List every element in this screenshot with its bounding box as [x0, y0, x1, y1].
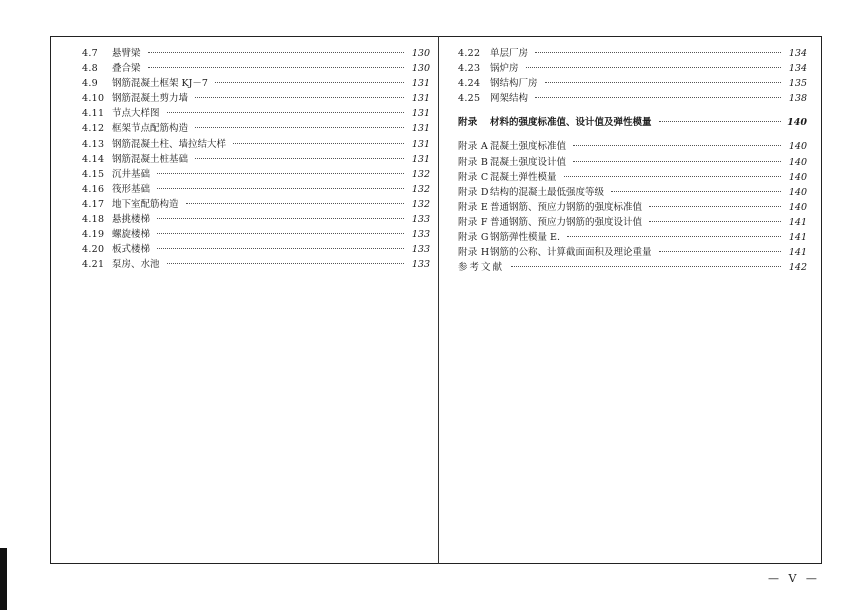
- entry-number: 附录: [458, 117, 478, 129]
- entry-title: 锅炉房: [490, 63, 519, 75]
- entry-page: 130: [411, 63, 430, 75]
- entry-title: 钢筋混凝土框架 KJ－7: [112, 78, 208, 90]
- entry-page: 133: [411, 244, 430, 256]
- dot-leader: [649, 221, 781, 222]
- toc-entry[interactable]: [82, 227, 430, 242]
- dot-leader: [186, 203, 404, 204]
- entry-title: 单层厂房: [490, 48, 529, 59]
- entry-page: 131: [411, 78, 430, 90]
- entry-page: 140: [788, 141, 807, 153]
- dot-leader: [545, 82, 781, 83]
- dot-leader: [157, 233, 404, 234]
- entry-page: 138: [788, 93, 807, 105]
- entry-page: 134: [788, 63, 807, 75]
- entry-number: 4.11: [82, 108, 105, 120]
- entry-page: 134: [788, 48, 807, 59]
- toc-appendix-entry[interactable]: [458, 245, 807, 260]
- toc-appendix-entry[interactable]: [458, 185, 807, 200]
- entry-number: 附录 C: [458, 171, 489, 183]
- entry-page: 133: [411, 229, 430, 241]
- entry-page: 141: [788, 216, 807, 228]
- entry-title: 悬臂梁: [112, 48, 141, 59]
- toc-appendix-heading[interactable]: [458, 115, 807, 130]
- dot-leader: [649, 206, 781, 207]
- toc-entry[interactable]: [458, 61, 807, 76]
- entry-title: 参考文献: [458, 262, 505, 274]
- dot-leader: [157, 248, 404, 249]
- entry-number: 4.17: [82, 198, 105, 210]
- entry-title: 框架节点配筋构造: [112, 123, 189, 135]
- dot-leader: [157, 173, 404, 174]
- entry-title: 混凝土强度标准值: [490, 141, 567, 153]
- dot-leader: [148, 67, 404, 68]
- dot-leader: [573, 161, 781, 162]
- dot-leader: [167, 263, 404, 264]
- entry-number: 附录 B: [458, 156, 489, 168]
- dot-leader: [167, 112, 404, 113]
- entry-number: 4.8: [82, 63, 99, 75]
- dot-leader: [195, 97, 404, 98]
- entry-title: 钢筋的公称、计算截面面积及理论重量: [490, 247, 652, 259]
- toc-entry[interactable]: [458, 91, 807, 106]
- entry-number: 附录 G: [458, 232, 489, 244]
- dot-leader: [157, 218, 404, 219]
- scan-edge-mark: [0, 548, 7, 610]
- dot-leader: [567, 236, 781, 237]
- entry-page: 141: [788, 247, 807, 259]
- entry-page: 132: [411, 168, 430, 180]
- entry-number: 4.24: [458, 78, 481, 90]
- entry-page: 130: [411, 48, 430, 59]
- dot-leader: [148, 52, 404, 53]
- entry-title: 筏形基础: [112, 183, 151, 195]
- entry-title: 普通钢筋、预应力钢筋的强度标准值: [490, 201, 643, 213]
- entry-title: 材料的强度标准值、设计值及弹性模量: [490, 117, 652, 129]
- dot-leader: [573, 145, 781, 146]
- toc-entry[interactable]: [82, 46, 430, 61]
- entry-page: 140: [787, 117, 807, 129]
- entry-number: 4.23: [458, 63, 481, 75]
- entry-title: 螺旋楼梯: [112, 229, 151, 241]
- entry-title: 结构的混凝土最低强度等级: [490, 186, 605, 198]
- toc-entry[interactable]: [82, 76, 430, 91]
- toc-entry[interactable]: [458, 76, 807, 91]
- entry-number: 4.7: [82, 48, 99, 59]
- page-number-marker: — Ⅴ —: [768, 572, 820, 585]
- dot-leader: [233, 143, 404, 144]
- dot-leader: [564, 176, 781, 177]
- toc-entry[interactable]: [82, 121, 430, 136]
- entry-page: 133: [411, 259, 430, 271]
- entry-title: 钢筋弹性模量 E.: [490, 232, 560, 244]
- column-divider: [438, 36, 439, 564]
- toc-entry[interactable]: [82, 152, 430, 167]
- entry-number: 4.15: [82, 168, 105, 180]
- dot-leader: [659, 251, 781, 252]
- toc-entry[interactable]: [82, 257, 430, 272]
- entry-page: 132: [411, 198, 430, 210]
- entry-page: 131: [411, 138, 430, 150]
- toc-appendix-entry[interactable]: [458, 170, 807, 185]
- dot-leader: [659, 121, 781, 122]
- entry-title: 普通钢筋、预应力钢筋的强度设计值: [490, 216, 643, 228]
- entry-number: 4.14: [82, 153, 105, 165]
- entry-title: 叠合梁: [112, 63, 141, 75]
- entry-number: 4.22: [458, 48, 481, 59]
- entry-number: 4.16: [82, 183, 105, 195]
- entry-number: 附录 D: [458, 186, 489, 198]
- entry-number: 4.18: [82, 214, 105, 226]
- entry-number: 附录 H: [458, 247, 490, 259]
- entry-page: 142: [788, 262, 807, 274]
- entry-number: 附录 A: [458, 141, 489, 153]
- toc-entry[interactable]: [458, 46, 807, 61]
- dot-leader: [511, 266, 781, 267]
- toc-appendix-entry[interactable]: [458, 139, 807, 154]
- entry-title: 地下室配筋构造: [112, 198, 179, 210]
- toc-entry[interactable]: [82, 61, 430, 76]
- entry-title: 钢结构厂房: [490, 78, 538, 90]
- dot-leader: [195, 127, 404, 128]
- toc-entry[interactable]: [82, 167, 430, 182]
- entry-title: 网架结构: [490, 93, 529, 105]
- dot-leader: [535, 97, 781, 98]
- toc-entry[interactable]: [82, 197, 430, 212]
- toc-appendix-entry[interactable]: [458, 215, 807, 230]
- entry-number: 4.19: [82, 229, 105, 241]
- entry-title: 泵房、水池: [112, 259, 160, 271]
- entry-title: 悬挑楼梯: [112, 214, 151, 226]
- toc-left-column: [82, 46, 430, 272]
- entry-number: 4.9: [82, 78, 99, 90]
- entry-number: 4.10: [82, 93, 105, 105]
- entry-title: 沉井基础: [112, 168, 151, 180]
- dot-leader: [157, 188, 404, 189]
- toc-entry[interactable]: [82, 106, 430, 121]
- toc-appendix-entry[interactable]: [458, 200, 807, 215]
- toc-entry[interactable]: [82, 242, 430, 257]
- entry-number: 附录 F: [458, 216, 488, 228]
- entry-page: 140: [788, 186, 807, 198]
- toc-entry[interactable]: [82, 182, 430, 197]
- entry-page: 140: [788, 201, 807, 213]
- entry-number: 4.20: [82, 244, 105, 256]
- entry-title: 钢筋混凝土剪力墙: [112, 93, 189, 105]
- entry-number: 4.21: [82, 259, 105, 271]
- toc-entry[interactable]: [82, 91, 430, 106]
- entry-page: 131: [411, 93, 430, 105]
- toc-entry[interactable]: [82, 212, 430, 227]
- dot-leader: [195, 158, 404, 159]
- entry-title: 板式楼梯: [112, 244, 151, 256]
- dot-leader: [526, 67, 781, 68]
- dot-leader: [535, 52, 781, 53]
- entry-page: 132: [411, 183, 430, 195]
- entry-page: 131: [411, 153, 430, 165]
- toc-appendix-entry[interactable]: [458, 230, 807, 245]
- entry-number: 4.25: [458, 93, 481, 105]
- entry-page: 135: [788, 78, 807, 90]
- toc-references-entry[interactable]: [458, 260, 807, 275]
- entry-number: 附录 E: [458, 201, 489, 213]
- entry-page: 141: [788, 232, 807, 244]
- entry-number: 4.13: [82, 138, 105, 150]
- toc-right-column: [458, 46, 807, 275]
- entry-page: 140: [788, 156, 807, 168]
- entry-page: 131: [411, 123, 430, 135]
- entry-page: 133: [411, 214, 430, 226]
- entry-title: 钢筋混凝土柱、墙拉结大样: [112, 138, 227, 150]
- toc-entry[interactable]: [82, 137, 430, 152]
- toc-appendix-entry[interactable]: [458, 155, 807, 170]
- entry-title: 节点大样图: [112, 108, 160, 120]
- dot-leader: [611, 191, 781, 192]
- entry-title: 混凝土弹性模量: [490, 171, 557, 183]
- dot-leader: [215, 82, 404, 83]
- entry-number: 4.12: [82, 123, 105, 135]
- entry-page: 131: [411, 108, 430, 120]
- entry-page: 140: [788, 171, 807, 183]
- entry-title: 钢筋混凝土桩基础: [112, 153, 189, 165]
- entry-title: 混凝土强度设计值: [490, 156, 567, 168]
